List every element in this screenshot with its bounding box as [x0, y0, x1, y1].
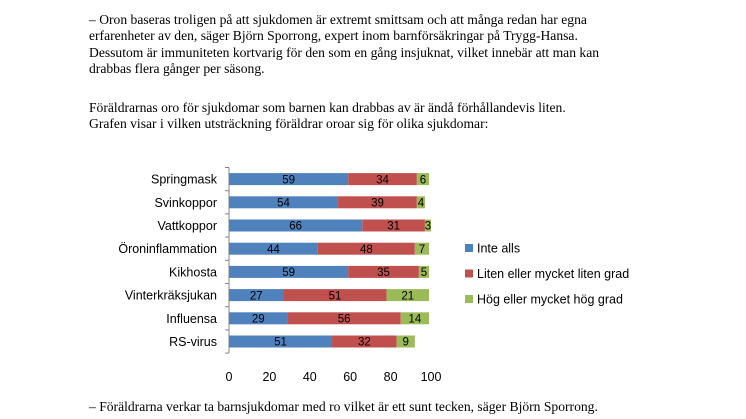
data-label: 32 — [357, 336, 371, 349]
data-label: 48 — [359, 243, 373, 256]
data-label: 35 — [377, 267, 390, 280]
text-line: erfarenheter av den, säger Björn Sporrong, expert inom barnförsäkringar på Trygg-Hansa. — [89, 28, 578, 44]
x-tick-label: 0 — [225, 370, 233, 384]
x-tick-label: 60 — [343, 370, 358, 384]
category-label: Svinkoppor — [154, 195, 217, 210]
closing-paragraph — [89, 399, 689, 415]
legend-swatch — [465, 270, 473, 278]
data-label: 27 — [249, 290, 263, 303]
data-label: 31 — [387, 220, 401, 233]
text-line: Föräldrarnas oro för sjukdomar som barnen kan drabbas av är ändå förhållandevis liten. — [89, 100, 566, 115]
category-label: Kikhosta — [169, 265, 217, 280]
category-label: Öroninflammation — [118, 242, 217, 257]
x-tick-label: 40 — [302, 370, 317, 384]
legend-label: Liten eller mycket liten grad — [477, 267, 630, 281]
data-label: 39 — [371, 197, 384, 210]
category-label: RS-virus — [169, 335, 217, 349]
data-label: 34 — [376, 174, 389, 187]
data-label: 7 — [418, 243, 426, 256]
category-label: Influensa — [166, 311, 217, 326]
category-label: Springmask — [151, 172, 217, 187]
data-label: 44 — [267, 243, 280, 256]
category-label: Vattkoppor — [157, 219, 217, 233]
x-tick-label: 100 — [420, 370, 442, 384]
x-tick-label: 20 — [262, 370, 277, 384]
data-label: 6 — [419, 174, 427, 187]
legend-swatch — [465, 295, 473, 303]
data-label: 56 — [337, 313, 351, 326]
category-label: Vinterkräksjukan — [124, 288, 217, 303]
data-label: 9 — [402, 336, 409, 349]
legend-swatch — [465, 244, 473, 252]
data-label: 54 — [277, 197, 290, 210]
data-label: 5 — [420, 267, 428, 280]
data-label: 51 — [328, 290, 342, 303]
data-label: 14 — [408, 313, 422, 326]
legend-label: Inte alls — [477, 241, 521, 256]
data-label: 59 — [282, 174, 295, 187]
data-label: 59 — [282, 267, 295, 280]
text-line: drabbas flera gånger per säsong. — [89, 60, 265, 76]
text-line: Dessutom är immuniteten kortvarig för den som en gång insjuknat, vilket innebär att man kan — [89, 44, 600, 60]
text-line: Grafen visar i vilken utsträckning föräldrar oroar sig för olika sjukdomar: — [89, 116, 489, 132]
text-line: – Oron baseras troligen på att sjukdomen är extremt smittsam och att många redan har egna — [89, 12, 587, 27]
data-label: 51 — [274, 336, 287, 349]
legend-label: Hög eller mycket hög grad — [477, 292, 623, 307]
data-label: 21 — [401, 290, 415, 303]
data-label: 66 — [289, 220, 303, 233]
x-tick-label: 80 — [383, 370, 398, 384]
text-line: – Föräldrarna verkar ta barnsjukdomar med ro vilket är ett sunt tecken, säger Björn Sporrong. — [89, 399, 598, 414]
data-label: 29 — [251, 313, 265, 326]
data-label: 4 — [417, 197, 425, 210]
data-label: 3 — [424, 220, 432, 233]
